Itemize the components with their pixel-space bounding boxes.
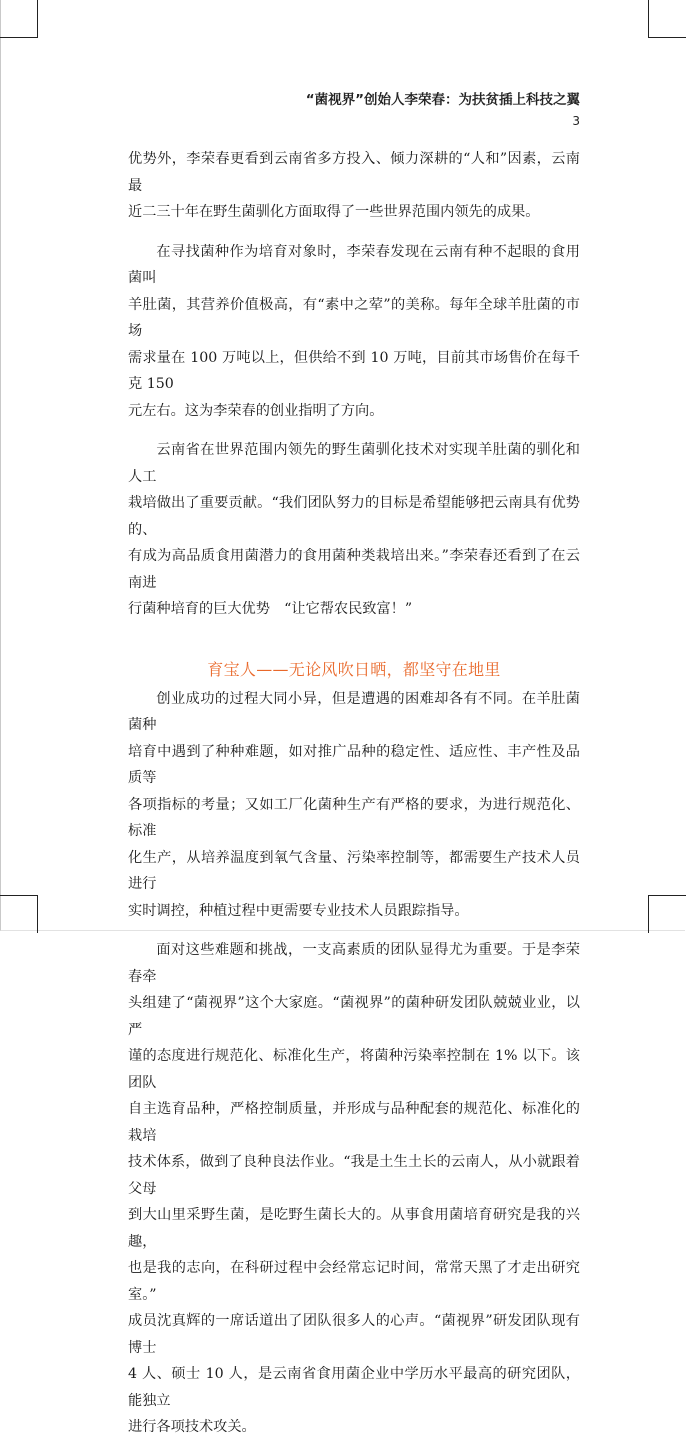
section-heading: 育宝人——无论风吹日晒，都坚守在地里 [207,659,501,679]
paragraph: 优势外，李荣春更看到云南省多方投入、倾力深耕的“人和”因素，云南最 近二三十年在野生菌驯化方面取得了一些世界范围内领先的成果。 [128,151,580,220]
paragraph: 面对这些难题和挑战，一支高素质的团队显得尤为重要。于是李荣春牵 头组建了“菌视界”这个大家庭。“菌视界”的菌种研发团队兢兢业业，以严 谨的态度进行规范化、标准化生产，将菌种污染率控制在 1% 以下。该团队 自主选育品种，严格控制质量，并形成与品种配套的规范化、标准化的栽培 技术体系，做到了良种良法作业。“我是土生土长的云南人，从小就跟着父母 到大山里采野生菌，是吃野生菌长大的。从事食用菌培育研究是我的兴趣， 也是我的志向，在科研过程中会经常忘记时间，常常天黑了才走出研究室。” 成员沈真辉的一席话道出了团队很多人的心声。“菌视界”研发团队现有博士 4 人、硕士 10 人，是云南省食用菌企业中学历水平最高的研究团队，能独立 进行各项技术攻关。 [128,942,580,1435]
crop-mark-top-right [648,0,686,38]
paragraph: 云南省在世界范围内领先的野生菌驯化技术对实现羊肚菌的驯化和人工 栽培做出了重要贡献。“我们团队努力的目标是希望能够把云南具有优势的、 有成为高品质食用菌潜力的食用菌种类栽培出来。”李荣春还看到了在云南进 行菌种培育的巨大优势 “让它帮农民致富！” [128,442,580,617]
page-body [128,146,580,1454]
crop-mark-bottom-left [0,895,38,933]
crop-mark-bottom-right [648,895,686,933]
paragraph: 创业成功的过程大同小异，但是遭遇的困难却各有不同。在羊肚菌菌种 培育中遇到了种种难题，如对推广品种的稳定性、适应性、丰产性及品质等 各项指标的考量；又如工厂化菌种生产有严格的要求，为进行规范化、标准 化生产，从培养温度到氧气含量、污染率控制等，都需要生产技术人员进行 实时调控，种植过程中更需要专业技术人员跟踪指导。 [128,690,580,919]
paragraph: 在寻找菌种作为培育对象时，李荣春发现在云南有种不起眼的食用菌叫 羊肚菌，其营养价值极高，有“素中之荤”的美称。每年全球羊肚菌的市场 需求量在 100 万吨以上，但供给不到 10 万吨，目前其市场售价在每千克 150 元左右。这为李荣春的创业指明了方向。 [128,243,580,419]
running-header-title: “菌视界”创始人李荣春：为扶贫插上科技之翼 [305,92,580,108]
crop-mark-top-left [0,0,38,38]
page-number: 3 [572,114,580,128]
